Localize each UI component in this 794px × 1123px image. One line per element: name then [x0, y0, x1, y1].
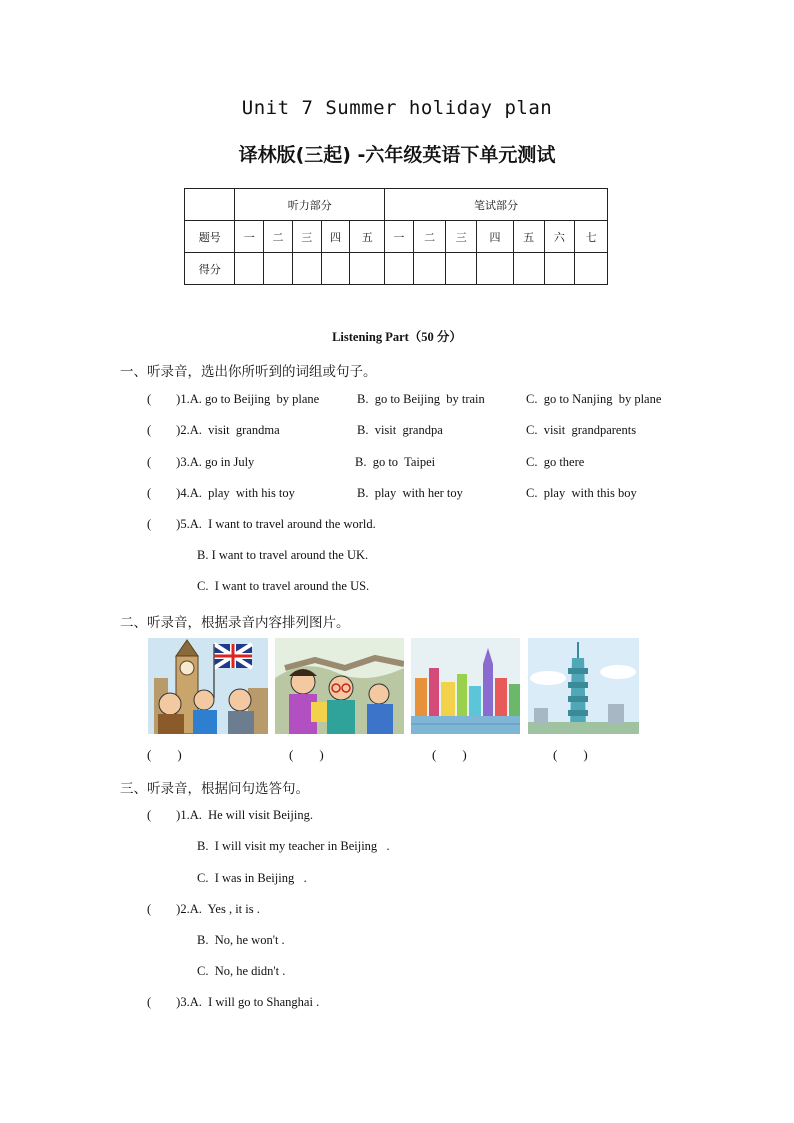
score-cell[interactable] — [477, 253, 514, 285]
big-ben-illustration — [148, 638, 268, 734]
score-cell[interactable] — [446, 253, 477, 285]
table-cell: 一 — [235, 221, 264, 253]
writing-header: 笔试部分 — [385, 189, 608, 221]
score-cell[interactable] — [385, 253, 414, 285]
table-cell: 二 — [264, 221, 293, 253]
taipei-picture — [528, 638, 639, 734]
table-cell: 五 — [513, 221, 544, 253]
london-picture — [148, 638, 268, 734]
table-row — [185, 221, 608, 253]
question-stem: ( )2.A. Yes , it is . — [147, 902, 260, 916]
answer-bracket[interactable]: ( ) — [432, 747, 467, 762]
great-wall-illustration — [275, 638, 404, 734]
option-b: B. go to Beijing by train — [357, 392, 485, 406]
score-cell[interactable] — [513, 253, 544, 285]
option-c: C. play with this boy — [526, 486, 637, 500]
city-skyline-illustration — [411, 638, 520, 734]
option-b: B. visit grandpa — [357, 423, 443, 437]
table-cell: 五 — [350, 221, 385, 253]
question-stem: ( )3.A. go in July — [147, 455, 255, 469]
taipei-101-illustration — [528, 638, 639, 734]
option-b: B. go to Taipei — [355, 455, 436, 469]
table-row — [185, 189, 608, 221]
question-stem: ( )1.A. He will visit Beijing. — [147, 808, 313, 822]
question-stem: ( )2.A. visit grandma — [147, 423, 280, 437]
table-cell: 四 — [477, 221, 514, 253]
score-cell[interactable] — [321, 253, 350, 285]
score-table — [184, 188, 608, 285]
answer-bracket[interactable]: ( ) — [147, 747, 182, 762]
document-subtitle: 译林版(三起) -六年级英语下单元测试 — [238, 144, 556, 166]
score-cell[interactable] — [235, 253, 264, 285]
question-stem: ( )1.A. go to Beijing by plane — [147, 392, 320, 406]
table-cell: 七 — [575, 221, 608, 253]
section3-heading: 三、听录音，根据问句选答句。 — [120, 781, 309, 797]
option-c: C. No, he didn't . — [197, 964, 286, 978]
score-cell[interactable] — [544, 253, 575, 285]
table-cell: 二 — [413, 221, 446, 253]
skyline-picture — [411, 638, 520, 734]
great-wall-picture — [275, 638, 404, 734]
listening-header: 听力部分 — [235, 189, 385, 221]
document-title: Unit 7 Summer holiday plan — [241, 97, 553, 119]
table-row — [185, 253, 608, 285]
option-b: B. I want to travel around the UK. — [197, 548, 369, 562]
question-stem: ( )3.A. I will go to Shanghai . — [147, 995, 320, 1009]
section1-heading: 一、听录音，选出你所听到的词组或句子。 — [120, 364, 377, 380]
section2-heading: 二、听录音，根据录音内容排列图片。 — [120, 615, 350, 631]
score-cell[interactable] — [264, 253, 293, 285]
table-cell: 四 — [321, 221, 350, 253]
answer-bracket[interactable]: ( ) — [553, 747, 588, 762]
table-cell: 三 — [446, 221, 477, 253]
table-cell: 一 — [385, 221, 414, 253]
question-stem: ( )5.A. I want to travel around the world. — [147, 517, 376, 531]
score-cell[interactable] — [413, 253, 446, 285]
option-b: B. No, he won't . — [197, 933, 285, 947]
option-b: B. I will visit my teacher in Beijing . — [197, 839, 390, 853]
score-cell[interactable] — [350, 253, 385, 285]
row-label: 题号 — [185, 221, 235, 253]
option-c: C. go to Nanjing by plane — [526, 392, 662, 406]
score-cell[interactable] — [292, 253, 321, 285]
part-title: Listening Part（50 分） — [332, 330, 462, 344]
score-cell[interactable] — [575, 253, 608, 285]
table-cell — [185, 189, 235, 221]
answer-bracket[interactable]: ( ) — [289, 747, 324, 762]
table-cell: 三 — [292, 221, 321, 253]
table-cell: 六 — [544, 221, 575, 253]
option-b: B. play with her toy — [357, 486, 463, 500]
option-c: C. I want to travel around the US. — [197, 579, 370, 593]
question-stem: ( )4.A. play with his toy — [147, 486, 295, 500]
option-c: C. I was in Beijing . — [197, 871, 307, 885]
option-c: C. visit grandparents — [526, 423, 637, 437]
row-label: 得分 — [185, 253, 235, 285]
option-c: C. go there — [526, 455, 585, 469]
